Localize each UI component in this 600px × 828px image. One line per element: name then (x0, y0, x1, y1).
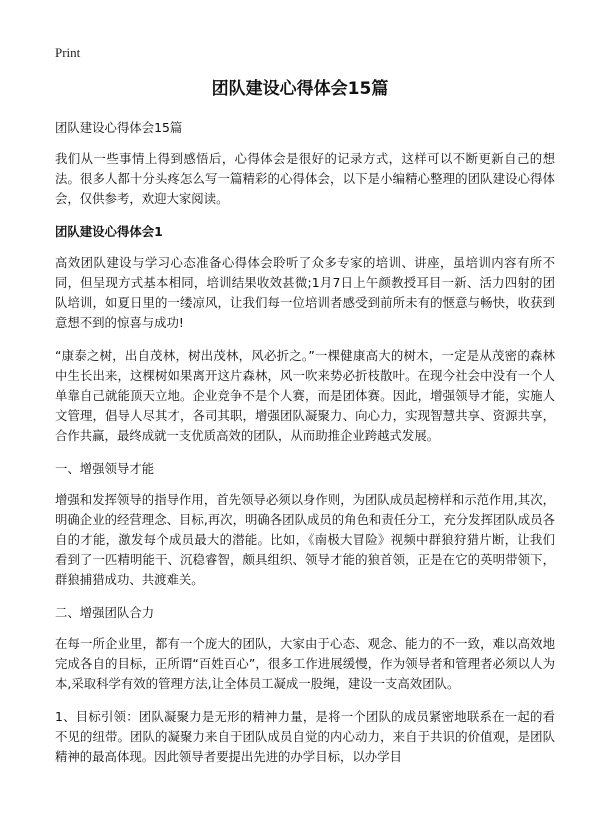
paragraph-2: “康泰之树，出自茂林，树出茂林，风必折之。”一棵健康高大的树木，一定是从茂密的森林中生长出来，这棵树如果离开这片森林，风一吹来势必折枝散叶。在现今社会中没有一个人单靠自己就能顶天立地。企业竞争不是个人赛，而是团体赛。因此，增强领导才能，实施人文管理，倡导人尽其才，各司其职，增强团队凝聚力、向心力，实现智慧共享、资源共享，合作共赢，最终成就一支优质高效的团队，从而助推企业跨越式发展。 (55, 348, 555, 443)
document-subtitle: 团队建设心得体会15篇 (55, 120, 183, 135)
page-title: 团队建设心得体会15篇 (211, 79, 389, 99)
paragraph-5: 1、目标引领：团队凝聚力是无形的精神力量，是将一个团队的成员紧密地联系在一起的看不见的纽带。团队的凝聚力来自于团队成员自觉的内心动力，来自于共识的价值观，是团队精神的最高体现。因此领导者要提出先进的办学目标，以办学目 (55, 709, 555, 764)
paragraph-4: 在每一所企业里，都有一个庞大的团队，大家由于心态、观念、能力的不一致，难以高效地完成各自的目标，正所谓“百姓百心”，很多工作进展缓慢，作为领导者和管理者必须以人为本,采取科学有效的管理方法,让全体员工凝成一股绳，建设一支高效团队。 (55, 636, 555, 691)
subsection-heading-leadership: 一、增强领导才能 (55, 461, 155, 476)
print-link[interactable]: Print (55, 45, 81, 60)
intro-paragraph: 我们从一些事情上得到感悟后，心得体会是很好的记录方式，这样可以不断更新自己的想法。很多人都十分头疼怎么写一篇精彩的心得体会，以下是小编精心整理的团队建设心得体会，仅供参考，欢迎大家阅读。 (55, 151, 555, 206)
paragraph-1: 高效团队建设与学习心态准备心得体会聆听了众多专家的培训、讲座，虽培训内容有所不同，但呈现方式基本相同，培训结果收效甚微;1月7日上午颜教授耳目一新、活力四射的团队培训，如夏日里的一缕凉风，让我们每一位培训者感受到前所未有的惬意与畅快，收获到意想不到的惊喜与成功! (55, 255, 555, 330)
subsection-heading-team-force: 二、增强团队合力 (55, 605, 155, 620)
section-heading-1: 团队建设心得体会1 (55, 224, 163, 239)
document-body (55, 118, 555, 780)
paragraph-3: 增强和发挥领导的指导作用，首先领导必须以身作则，为团队成员起榜样和示范作用,其次，明确企业的经营理念、目标,再次，明确各团队成员的角色和责任分工，充分发挥团队成员各自的才能，激发每个成员最大的潜能。比如，《南极大冒险》视频中群狼狩猎片断，让我们看到了一匹精明能干、沉稳睿智，颇具组织、领导才能的狼首领，正是在它的英明带领下，群狼捕猎成功、共渡难关。 (55, 492, 555, 587)
